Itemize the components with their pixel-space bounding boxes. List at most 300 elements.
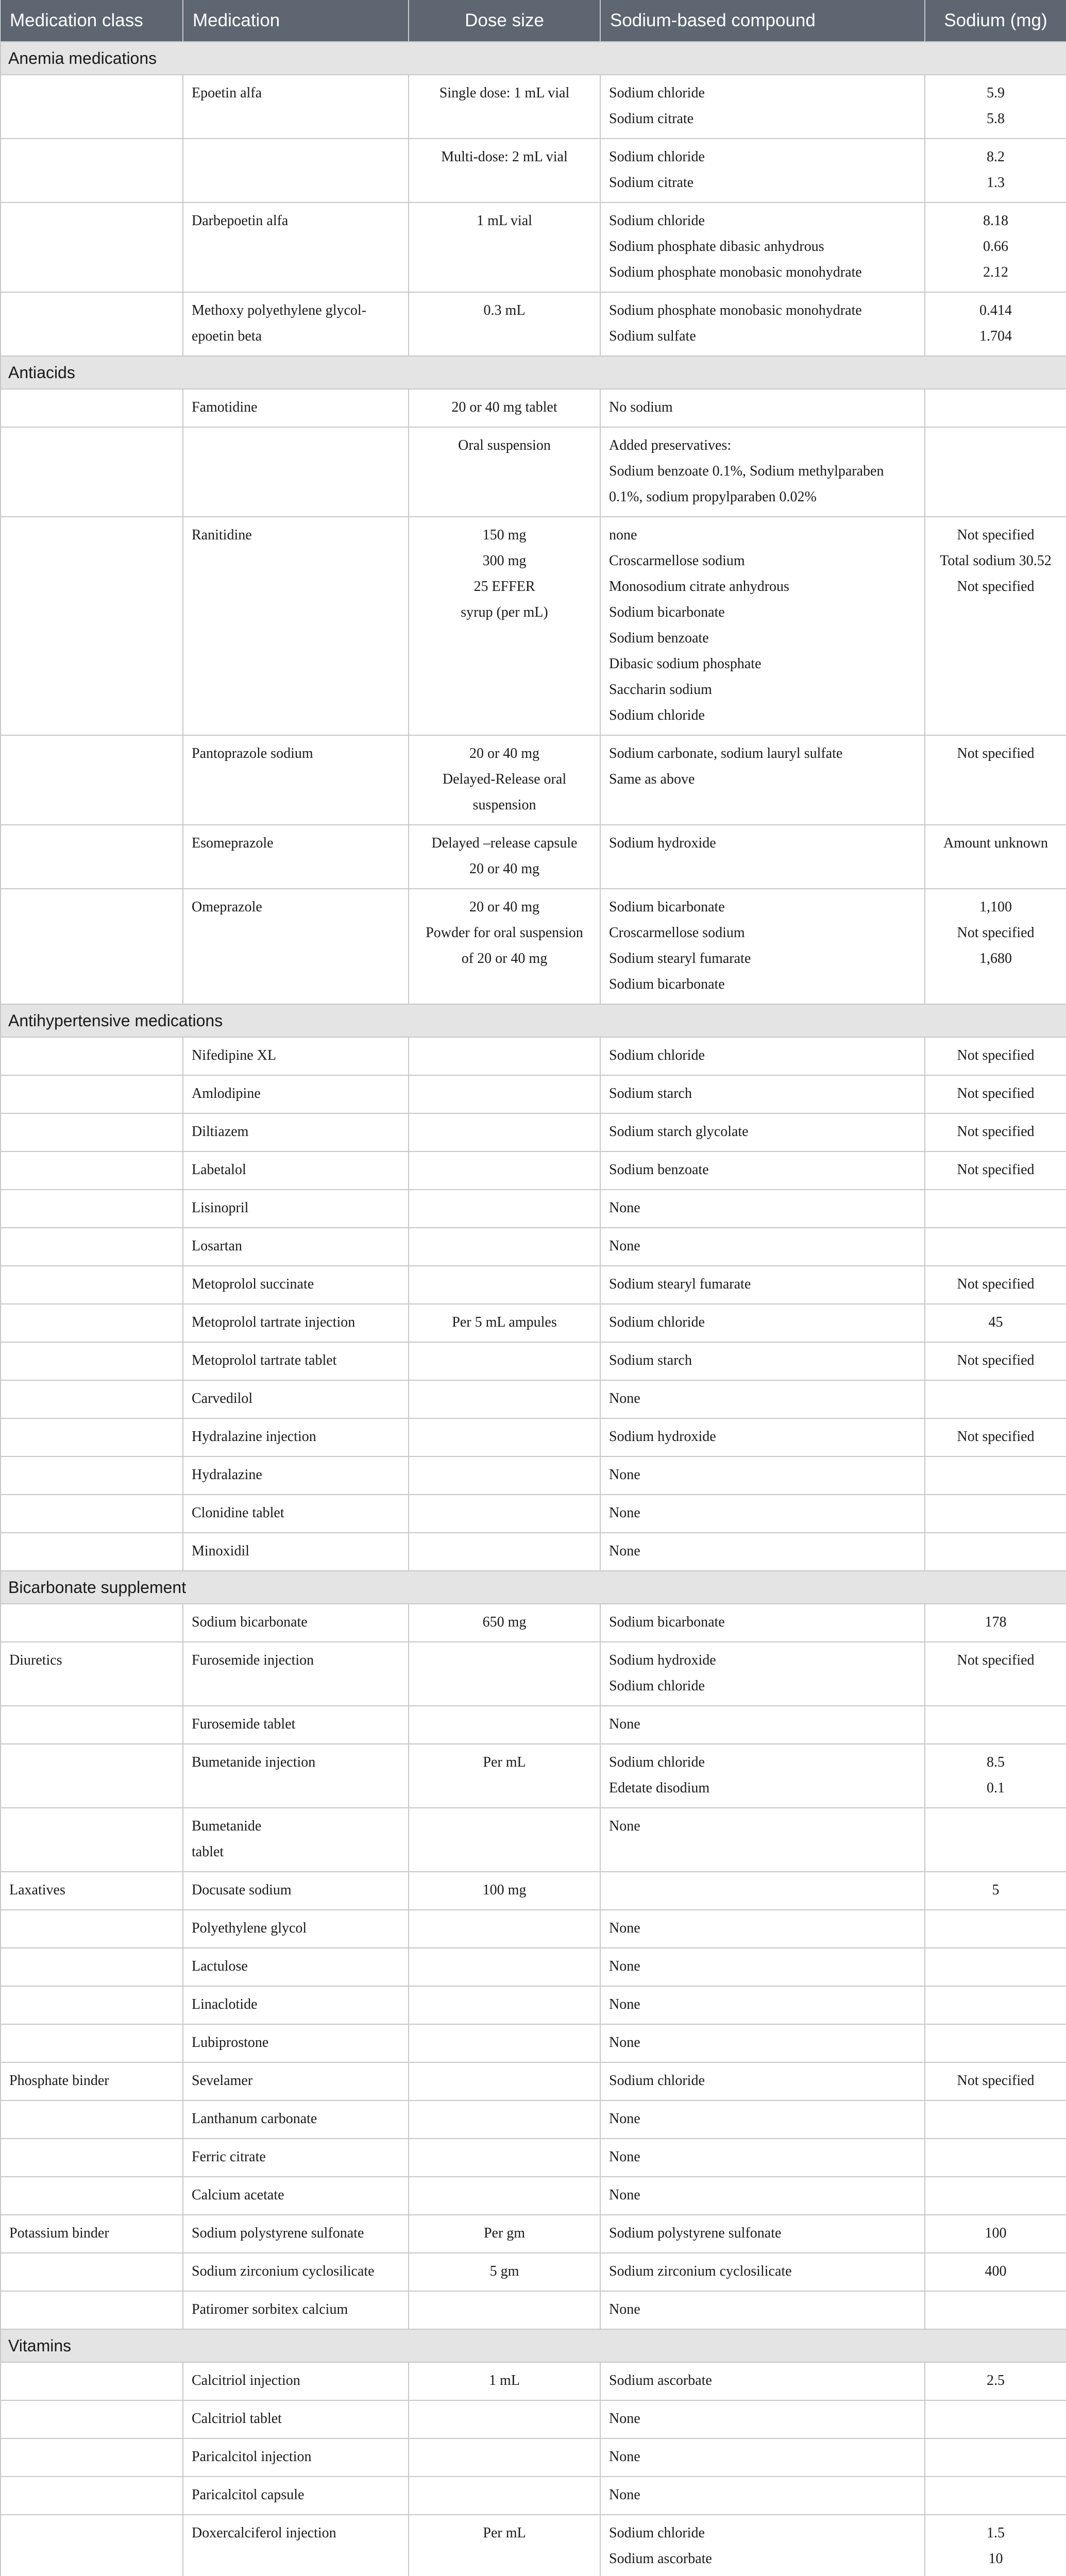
cell-sodium-compound-line: Sodium starch <box>609 1086 692 1101</box>
cell-sodium-compound <box>600 1948 925 1986</box>
cell-sodium-mg <box>925 2024 1066 2062</box>
cell-sodium-compound-line: Sodium phosphate dibasic anhydrous <box>609 239 824 255</box>
cell-dose-size <box>409 202 600 292</box>
cell-sodium-compound <box>600 1910 925 1948</box>
cell-sodium-compound-line: None <box>609 1920 640 1936</box>
cell-sodium-mg <box>925 2062 1066 2100</box>
cell-sodium-mg <box>925 2515 1066 2576</box>
cell-medication <box>183 2477 409 2515</box>
cell-sodium-compound-line: Sodium chloride <box>609 149 705 165</box>
table-row <box>1 1151 1066 1190</box>
cell-dose-size-line: Per 5 mL ampules <box>452 1314 557 1330</box>
cell-medication-class <box>1 2100 183 2139</box>
cell-medication-class <box>1 1151 183 1190</box>
cell-sodium-compound-line: Sodium polystyrene sulfonate <box>609 2225 782 2241</box>
cell-sodium-compound-line: None <box>609 1467 640 1483</box>
cell-sodium-compound-line: Sodium chloride <box>609 707 705 723</box>
cell-sodium-compound-line: None <box>609 2487 640 2503</box>
cell-medication-line: Darbepoetin alfa <box>192 213 289 229</box>
cell-sodium-compound-line: Sodium chloride <box>609 1047 705 1063</box>
cell-dose-size-line: 25 EFFER <box>473 579 535 595</box>
cell-sodium-mg <box>925 2438 1066 2477</box>
cell-sodium-compound-line: Sodium chloride <box>609 213 705 229</box>
cell-medication <box>183 389 409 427</box>
table-row <box>1 1190 1066 1228</box>
cell-sodium-mg-line: 8.18 <box>983 213 1008 229</box>
table-row <box>1 75 1066 139</box>
table-row <box>1 139 1066 202</box>
cell-sodium-compound-line: Sodium benzoate <box>609 1162 709 1178</box>
cell-sodium-compound-line <box>609 2572 916 2576</box>
cell-sodium-compound <box>600 1642 925 1706</box>
cell-sodium-compound <box>600 1533 925 1571</box>
cell-sodium-mg-line: Not specified <box>957 1124 1035 1140</box>
cell-medication <box>183 1872 409 1910</box>
cell-medication-line: Furosemide tablet <box>192 1716 296 1732</box>
cell-medication <box>183 427 409 517</box>
cell-medication-class <box>1 1495 183 1533</box>
cell-sodium-compound <box>600 2062 925 2100</box>
cell-sodium-compound <box>600 2139 925 2177</box>
cell-medication-class <box>1 825 183 889</box>
cell-dose-size-line: 20 or 40 mg <box>469 861 540 877</box>
cell-medication-class <box>1 2515 183 2576</box>
cell-sodium-mg <box>925 1706 1066 1744</box>
cell-sodium-compound-line: Monosodium citrate anhydrous <box>609 579 789 595</box>
cell-sodium-compound-line: Sodium stearyl fumarate <box>609 951 751 967</box>
table-row <box>1 1304 1066 1342</box>
cell-medication-line: Metoprolol succinate <box>192 1276 314 1292</box>
cell-sodium-compound-line: Croscarmellose sodium <box>609 925 745 941</box>
cell-sodium-mg <box>925 1266 1066 1304</box>
cell-sodium-mg-line: 1,100 <box>979 899 1012 915</box>
cell-dose-size <box>409 889 600 1004</box>
cell-medication-line: Sevelamer <box>192 2073 253 2089</box>
cell-medication-class <box>1 1075 183 1113</box>
table-row <box>1 2515 1066 2576</box>
cell-medication-line: Metoprolol tartrate tablet <box>192 1352 337 1368</box>
table-row <box>1 1642 1066 1706</box>
cell-sodium-mg <box>925 1380 1066 1418</box>
cell-dose-size <box>409 2438 600 2477</box>
cell-sodium-compound <box>600 1037 925 1075</box>
cell-medication <box>183 1706 409 1744</box>
cell-medication <box>183 2215 409 2253</box>
cell-medication-class <box>1 1228 183 1266</box>
cell-medication-class <box>1 202 183 292</box>
cell-sodium-compound <box>600 1266 925 1304</box>
cell-sodium-mg <box>925 292 1066 356</box>
section-row <box>1 1004 1066 1037</box>
cell-medication-line: Lactulose <box>192 1958 248 1974</box>
cell-sodium-compound <box>600 1604 925 1642</box>
cell-medication <box>183 1113 409 1151</box>
cell-medication-line: Hydralazine <box>192 1467 262 1483</box>
cell-medication <box>183 2515 409 2576</box>
cell-sodium-compound-line: None <box>609 1391 640 1406</box>
cell-sodium-mg <box>925 75 1066 139</box>
cell-sodium-compound <box>600 1495 925 1533</box>
cell-medication <box>183 1744 409 1808</box>
cell-dose-size <box>409 1910 600 1948</box>
cell-medication-class: Diuretics <box>1 1642 183 1706</box>
cell-medication-class <box>1 1808 183 1872</box>
cell-sodium-mg-line: 1.5 <box>987 2525 1005 2541</box>
cell-medication <box>183 1037 409 1075</box>
cell-sodium-mg-line: 2.5 <box>987 2372 1005 2388</box>
cell-medication-class <box>1 2477 183 2515</box>
cell-dose-size <box>409 517 600 735</box>
cell-medication-class <box>1 1604 183 1642</box>
cell-sodium-compound <box>600 1304 925 1342</box>
header-medication: Medication <box>183 0 409 42</box>
cell-medication-class <box>1 1910 183 1948</box>
cell-sodium-compound-line: None <box>609 1505 640 1521</box>
section-title: Vitamins <box>1 2329 1066 2362</box>
cell-medication-class <box>1 2177 183 2215</box>
cell-sodium-compound-line: None <box>609 2187 640 2203</box>
section-row <box>1 42 1066 75</box>
cell-sodium-mg-line <box>934 2572 1058 2576</box>
cell-sodium-compound-line: Sodium chloride <box>609 1678 705 1694</box>
cell-sodium-mg <box>925 1604 1066 1642</box>
cell-medication-line: Labetalol <box>192 1162 246 1178</box>
cell-medication <box>183 1190 409 1228</box>
cell-medication <box>183 2362 409 2400</box>
table-row <box>1 517 1066 735</box>
cell-medication <box>183 1495 409 1533</box>
cell-dose-size <box>409 1342 600 1380</box>
cell-dose-size <box>409 1604 600 1642</box>
cell-medication-line: Omeprazole <box>192 899 262 915</box>
cell-medication <box>183 1533 409 1571</box>
cell-sodium-mg <box>925 889 1066 1004</box>
cell-medication-class <box>1 139 183 202</box>
cell-dose-size-line: Oral suspension <box>458 437 551 453</box>
cell-sodium-mg <box>925 427 1066 517</box>
cell-medication-line: Metoprolol tartrate injection <box>192 1314 356 1330</box>
cell-medication <box>183 1228 409 1266</box>
cell-medication <box>183 2291 409 2329</box>
cell-sodium-mg-line: Not specified <box>957 579 1035 595</box>
cell-dose-size <box>409 1808 600 1872</box>
cell-sodium-compound <box>600 1190 925 1228</box>
cell-medication <box>183 1380 409 1418</box>
cell-medication-class <box>1 517 183 735</box>
cell-sodium-mg <box>925 1533 1066 1571</box>
cell-sodium-compound-line: Sodium hydroxide <box>609 1652 716 1668</box>
cell-dose-size-line: 100 mg <box>482 1882 527 1898</box>
cell-medication <box>183 517 409 735</box>
cell-sodium-mg <box>925 2362 1066 2400</box>
cell-medication-line: Doxercalciferol injection <box>192 2525 336 2541</box>
table-row <box>1 1380 1066 1418</box>
cell-sodium-mg-line: 0.1 <box>987 1780 1005 1796</box>
cell-sodium-mg <box>925 517 1066 735</box>
table-row <box>1 1228 1066 1266</box>
table-body <box>1 42 1066 2576</box>
cell-medication-class <box>1 1706 183 1744</box>
cell-sodium-mg <box>925 1113 1066 1151</box>
cell-sodium-compound <box>600 2477 925 2515</box>
header-medication-class: Medication class <box>1 0 183 42</box>
cell-dose-size <box>409 389 600 427</box>
cell-medication-class <box>1 1342 183 1380</box>
cell-sodium-mg-line: 0.414 <box>979 302 1012 318</box>
cell-dose-size-line: 1 mL <box>489 2372 520 2388</box>
section-title: Antihypertensive medications <box>1 1004 1066 1037</box>
cell-sodium-compound-line: Sodium hydroxide <box>609 835 716 851</box>
cell-sodium-compound-line: Sodium starch <box>609 1352 692 1368</box>
cell-sodium-mg-line: 8.5 <box>987 1754 1005 1770</box>
cell-sodium-compound <box>600 1228 925 1266</box>
cell-sodium-mg-line: 45 <box>988 1314 1003 1330</box>
cell-sodium-mg <box>925 1151 1066 1190</box>
cell-medication-line: Lubiprostone <box>192 2035 269 2050</box>
cell-medication-class <box>1 1113 183 1151</box>
header-sodium-mg: Sodium (mg) <box>925 0 1066 42</box>
cell-sodium-compound-line: Sodium carbonate, sodium lauryl sulfate <box>609 745 843 761</box>
cell-medication-line: Epoetin alfa <box>192 85 262 101</box>
cell-sodium-mg-line: 2.12 <box>983 264 1008 280</box>
cell-medication <box>183 1456 409 1495</box>
cell-sodium-compound-line: Sodium starch glycolate <box>609 1124 749 1140</box>
cell-dose-size-line: Powder for oral suspension <box>426 925 583 941</box>
cell-dose-size <box>409 139 600 202</box>
cell-medication-class <box>1 1266 183 1304</box>
cell-sodium-compound-line: Sodium ascorbate <box>609 2372 712 2388</box>
cell-dose-size <box>409 1948 600 1986</box>
cell-medication-line: Carvedilol <box>192 1391 253 1406</box>
section-title: Anemia medications <box>1 42 1066 75</box>
cell-dose-size <box>409 1872 600 1910</box>
cell-sodium-compound <box>600 2024 925 2062</box>
cell-medication-class <box>1 1418 183 1456</box>
cell-dose-size <box>409 1986 600 2024</box>
cell-medication-line: Calcitriol injection <box>192 2372 300 2388</box>
cell-medication-line: Furosemide injection <box>192 1652 314 1668</box>
cell-medication-line: Famotidine <box>192 399 258 415</box>
cell-medication <box>183 75 409 139</box>
cell-dose-size <box>409 2177 600 2215</box>
cell-sodium-mg-line: Not specified <box>957 1352 1035 1368</box>
cell-sodium-mg <box>925 1228 1066 1266</box>
cell-sodium-mg-line: 8.2 <box>987 149 1005 165</box>
cell-medication-class <box>1 1744 183 1808</box>
cell-dose-size <box>409 2024 600 2062</box>
table-row <box>1 1456 1066 1495</box>
cell-sodium-compound <box>600 1872 925 1910</box>
table-row <box>1 2400 1066 2438</box>
cell-medication-class <box>1 75 183 139</box>
cell-sodium-compound-line: Sodium citrate <box>609 111 694 127</box>
cell-medication <box>183 1075 409 1113</box>
cell-sodium-compound-line: None <box>609 2149 640 2165</box>
cell-sodium-mg <box>925 1495 1066 1533</box>
cell-medication <box>183 1808 409 1872</box>
cell-sodium-compound <box>600 2291 925 2329</box>
cell-medication-line: epoetin beta <box>192 328 262 344</box>
cell-sodium-compound-line: none <box>609 527 637 543</box>
table-row <box>1 2477 1066 2515</box>
cell-sodium-mg-line: Not specified <box>957 527 1035 543</box>
cell-medication <box>183 139 409 202</box>
cell-sodium-compound-line: None <box>609 2111 640 2127</box>
cell-sodium-compound <box>600 1986 925 2024</box>
cell-sodium-compound-line: Croscarmellose sodium <box>609 553 745 569</box>
cell-sodium-mg-line: 400 <box>985 2263 1007 2279</box>
cell-dose-size <box>409 1151 600 1190</box>
cell-dose-size-line: Per gm <box>483 2225 526 2241</box>
cell-sodium-mg-line: Not specified <box>957 1429 1035 1445</box>
cell-dose-size-line: of 20 or 40 mg <box>461 951 548 967</box>
table-row <box>1 1495 1066 1533</box>
cell-sodium-compound-line: No sodium <box>609 399 673 415</box>
cell-medication-class <box>1 889 183 1004</box>
cell-sodium-compound <box>600 2438 925 2477</box>
cell-medication-class: Phosphate binder <box>1 2062 183 2100</box>
cell-dose-size-line: syrup (per mL) <box>461 604 548 620</box>
cell-medication-line: Lisinopril <box>192 1200 249 1216</box>
cell-sodium-compound <box>600 2362 925 2400</box>
cell-medication <box>183 2438 409 2477</box>
cell-sodium-compound-line: None <box>609 1543 640 1559</box>
table-row <box>1 2215 1066 2253</box>
cell-medication-line: Sodium polystyrene sulfonate <box>192 2225 364 2241</box>
cell-medication-line: Linaclotide <box>192 1996 258 2012</box>
table-row <box>1 1808 1066 1872</box>
cell-sodium-mg <box>925 1190 1066 1228</box>
cell-dose-size-line: Delayed –release capsule <box>431 835 578 851</box>
cell-dose-size <box>409 2515 600 2576</box>
cell-sodium-mg <box>925 1342 1066 1380</box>
cell-medication-class <box>1 2291 183 2329</box>
cell-sodium-compound-line: None <box>609 1200 640 1216</box>
cell-medication-line: Paricalcitol injection <box>192 2449 312 2465</box>
section-row <box>1 2329 1066 2362</box>
cell-sodium-compound-line: None <box>609 1958 640 1974</box>
cell-sodium-compound-line: Sodium chloride <box>609 1314 705 1330</box>
cell-sodium-compound-line: Sodium chloride <box>609 2073 705 2089</box>
cell-medication <box>183 1342 409 1380</box>
cell-medication-class <box>1 1037 183 1075</box>
cell-dose-size <box>409 1190 600 1228</box>
table-row <box>1 1266 1066 1304</box>
cell-medication <box>183 2062 409 2100</box>
cell-dose-size-line: 650 mg <box>482 1614 527 1630</box>
cell-dose-size <box>409 1533 600 1571</box>
section-title: Antiacids <box>1 356 1066 389</box>
cell-dose-size-line: Delayed-Release oral <box>442 771 567 787</box>
table-row <box>1 2362 1066 2400</box>
cell-sodium-mg <box>925 2253 1066 2291</box>
cell-sodium-compound-line: Sodium citrate <box>609 175 694 191</box>
cell-medication <box>183 2100 409 2139</box>
cell-sodium-compound-line: None <box>609 2449 640 2465</box>
cell-medication-line: Polyethylene glycol <box>192 1920 307 1936</box>
cell-dose-size-line: Single dose: 1 mL vial <box>439 85 570 101</box>
cell-medication <box>183 2139 409 2177</box>
cell-sodium-mg <box>925 2400 1066 2438</box>
cell-dose-size <box>409 2291 600 2329</box>
cell-sodium-compound-line: None <box>609 2411 640 2427</box>
cell-sodium-compound <box>600 75 925 139</box>
cell-sodium-mg <box>925 2139 1066 2177</box>
cell-medication-line: Nifedipine XL <box>192 1047 277 1063</box>
cell-medication <box>183 1986 409 2024</box>
cell-sodium-mg-line: 100 <box>985 2225 1007 2241</box>
cell-medication-line: Amlodipine <box>192 1086 261 1101</box>
cell-sodium-mg-line: Not specified <box>957 1047 1035 1063</box>
cell-dose-size <box>409 427 600 517</box>
cell-sodium-mg <box>925 1304 1066 1342</box>
cell-sodium-compound <box>600 1418 925 1456</box>
cell-sodium-compound <box>600 1342 925 1380</box>
cell-medication-line: Clonidine tablet <box>192 1505 284 1521</box>
cell-sodium-compound-line: Sodium hydroxide <box>609 1429 716 1445</box>
cell-dose-size <box>409 2400 600 2438</box>
cell-sodium-mg-line: Not specified <box>957 1162 1035 1178</box>
cell-sodium-mg <box>925 1808 1066 1872</box>
table-row <box>1 1037 1066 1075</box>
cell-sodium-compound-line: Sodium stearyl fumarate <box>609 1276 751 1292</box>
cell-dose-size <box>409 2139 600 2177</box>
table-header-row <box>1 0 1066 42</box>
cell-sodium-mg-line: 5.9 <box>987 85 1005 101</box>
cell-sodium-compound-line: Sodium benzoate 0.1%, Sodium methylparaben <box>609 463 884 479</box>
cell-dose-size-line: 5 gm <box>489 2263 519 2279</box>
cell-sodium-compound-line: Sodium chloride <box>609 85 705 101</box>
cell-sodium-mg <box>925 1744 1066 1808</box>
cell-sodium-mg <box>925 202 1066 292</box>
cell-dose-size <box>409 2362 600 2400</box>
cell-sodium-mg-line: Not specified <box>957 925 1035 941</box>
cell-sodium-mg-line: Amount unknown <box>943 835 1048 851</box>
cell-sodium-mg <box>925 2291 1066 2329</box>
cell-sodium-compound <box>600 427 925 517</box>
cell-medication-class <box>1 1986 183 2024</box>
cell-sodium-mg <box>925 1642 1066 1706</box>
cell-sodium-mg-line: Total sodium 30.52 <box>940 553 1052 569</box>
table-row <box>1 825 1066 889</box>
cell-sodium-mg <box>925 2477 1066 2515</box>
cell-dose-size <box>409 1418 600 1456</box>
cell-medication-class <box>1 2438 183 2477</box>
table-row <box>1 2024 1066 2062</box>
cell-dose-size <box>409 1380 600 1418</box>
cell-medication-class <box>1 2362 183 2400</box>
cell-sodium-mg <box>925 1986 1066 2024</box>
cell-medication-line: Ranitidine <box>192 527 252 543</box>
cell-sodium-compound-line: None <box>609 1238 640 1254</box>
cell-dose-size <box>409 2100 600 2139</box>
cell-dose-size <box>409 75 600 139</box>
cell-dose-size <box>409 1228 600 1266</box>
cell-sodium-compound <box>600 202 925 292</box>
cell-medication-class <box>1 2400 183 2438</box>
cell-medication-line: Bumetanide <box>192 1818 262 1834</box>
table-row <box>1 2062 1066 2100</box>
cell-sodium-compound <box>600 735 925 825</box>
cell-sodium-compound-line: None <box>609 1818 640 1834</box>
cell-sodium-compound-line: Saccharin sodium <box>609 682 712 698</box>
cell-medication <box>183 735 409 825</box>
cell-medication-line: Sodium zirconium cyclosilicate <box>192 2263 375 2279</box>
header-sodium-compound: Sodium-based compound <box>600 0 925 42</box>
cell-sodium-mg <box>925 139 1066 202</box>
cell-sodium-compound <box>600 139 925 202</box>
table-row <box>1 292 1066 356</box>
